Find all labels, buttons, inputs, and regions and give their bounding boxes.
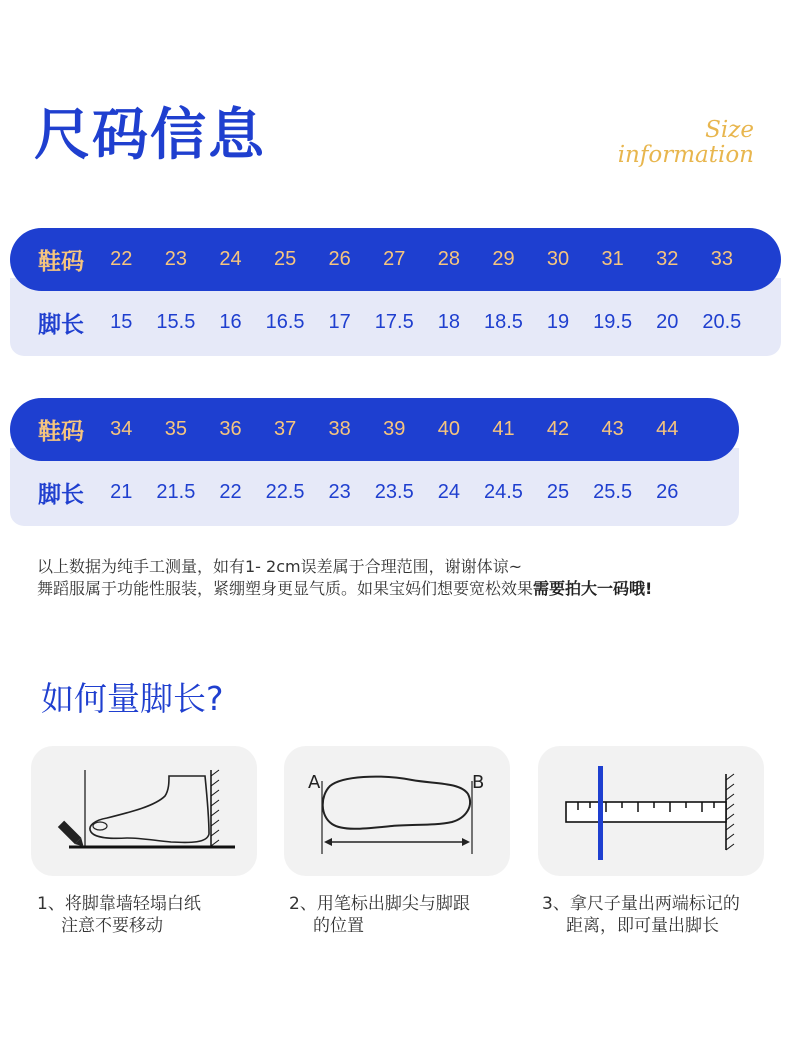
table-cell: 15 xyxy=(110,311,133,333)
table-cell: 32 xyxy=(656,248,679,270)
table-cell: 37 xyxy=(273,418,297,440)
table-cell: 18 xyxy=(437,311,460,333)
wordmark-line-1: Size xyxy=(705,117,754,143)
step-3-caption xyxy=(542,893,740,937)
size-notes xyxy=(37,556,652,600)
table-cell: 31 xyxy=(601,248,624,270)
marker-a-label: A xyxy=(308,772,321,793)
table-cell: 16.5 xyxy=(265,311,305,333)
shoe-size-row-1 xyxy=(10,228,781,291)
table-cell: 17 xyxy=(328,311,351,333)
table-cell: 21 xyxy=(110,481,133,503)
table-cell: 27 xyxy=(383,248,406,270)
foot-outline-icon xyxy=(284,746,510,876)
table-cell: 36 xyxy=(219,418,242,440)
foot-length-label: 脚长 xyxy=(38,482,84,508)
page-title: 尺码信息 xyxy=(34,103,266,168)
step-1-caption xyxy=(37,893,201,937)
table-cell: 24.5 xyxy=(483,481,523,503)
table-cell: 22 xyxy=(219,481,242,503)
table-cell: 25.5 xyxy=(593,481,633,503)
foot-length-row-2 xyxy=(10,461,739,524)
table-cell: 23.5 xyxy=(374,481,414,503)
table-cell: 38 xyxy=(328,418,351,440)
step-1-line-2: 注意不要移动 xyxy=(61,916,163,936)
table-cell: 34 xyxy=(110,418,133,440)
step-1-line-1: 1、将脚靠墙轻塌白纸 xyxy=(37,894,201,914)
table-cell: 39 xyxy=(383,418,406,440)
table-cell: 30 xyxy=(546,248,570,270)
table-cell: 15.5 xyxy=(156,311,196,333)
table-cell: 25 xyxy=(273,248,297,270)
shoe-size-label: 鞋码 xyxy=(38,419,84,445)
step-2-caption xyxy=(289,893,470,937)
table-cell: 23 xyxy=(164,248,188,270)
table-cell: 21.5 xyxy=(156,481,196,503)
table-cell: 26 xyxy=(328,248,351,270)
table-cell: 44 xyxy=(656,418,679,440)
table-cell: 40 xyxy=(437,418,460,440)
step-2-illustration xyxy=(284,746,510,876)
table-cell: 26 xyxy=(656,481,679,503)
step-2-line-1: 2、用笔标出脚尖与脚跟 xyxy=(289,894,470,914)
step-3-illustration xyxy=(538,746,764,876)
table-cell: 22 xyxy=(110,248,133,270)
note-line-1: 以上数据为纯手工测量，如有1- 2cm误差属于合理范围，谢谢体谅~ xyxy=(37,557,523,576)
table-cell: 16 xyxy=(219,311,242,333)
note-line-2-emphasis: 需要拍大一码哦! xyxy=(533,579,653,598)
note-line-2-text: 舞蹈服属于功能性服装，紧绷塑身更显气质。如果宝妈们想要宽松效果 xyxy=(37,579,534,598)
size-table-1 xyxy=(10,228,781,356)
table-cell: 23 xyxy=(328,481,351,503)
table-cell: 24 xyxy=(219,248,242,270)
table-cell: 29 xyxy=(492,248,515,270)
table-cell: 19 xyxy=(546,311,570,333)
marker-b-label: B xyxy=(472,772,485,793)
table-cell: 28 xyxy=(437,248,460,270)
table-cell: 35 xyxy=(164,418,188,440)
size-table-2 xyxy=(10,398,739,526)
how-to-measure-title: 如何量脚长? xyxy=(41,679,224,718)
shoe-size-label: 鞋码 xyxy=(38,249,84,275)
ruler-icon xyxy=(538,746,764,876)
foot-length-label: 脚长 xyxy=(38,312,84,338)
table-cell: 20.5 xyxy=(702,311,742,333)
step-1-illustration xyxy=(31,746,257,876)
note-line-2 xyxy=(37,578,652,600)
table-cell: 42 xyxy=(546,418,570,440)
table-cell: 33 xyxy=(710,248,733,270)
table-cell: 25 xyxy=(546,481,570,503)
table-cell: 17.5 xyxy=(374,311,414,333)
table-cell: 41 xyxy=(492,418,515,440)
table-cell: 20 xyxy=(656,311,679,333)
wordmark-line-2: information xyxy=(617,142,754,168)
foot-against-wall-icon xyxy=(31,746,257,876)
table-cell: 24 xyxy=(437,481,460,503)
table-cell: 22.5 xyxy=(265,481,305,503)
table-cell: 18.5 xyxy=(483,311,523,333)
step-2-line-2: 的位置 xyxy=(313,916,364,936)
step-3-line-2: 距离，即可量出脚长 xyxy=(566,916,719,936)
size-information-wordmark xyxy=(618,118,754,168)
foot-length-row-1 xyxy=(10,291,781,354)
step-3-line-1: 3、拿尺子量出两端标记的 xyxy=(542,894,740,914)
table-cell: 43 xyxy=(601,418,624,440)
table-cell: 19.5 xyxy=(593,311,633,333)
shoe-size-row-2 xyxy=(10,398,739,461)
